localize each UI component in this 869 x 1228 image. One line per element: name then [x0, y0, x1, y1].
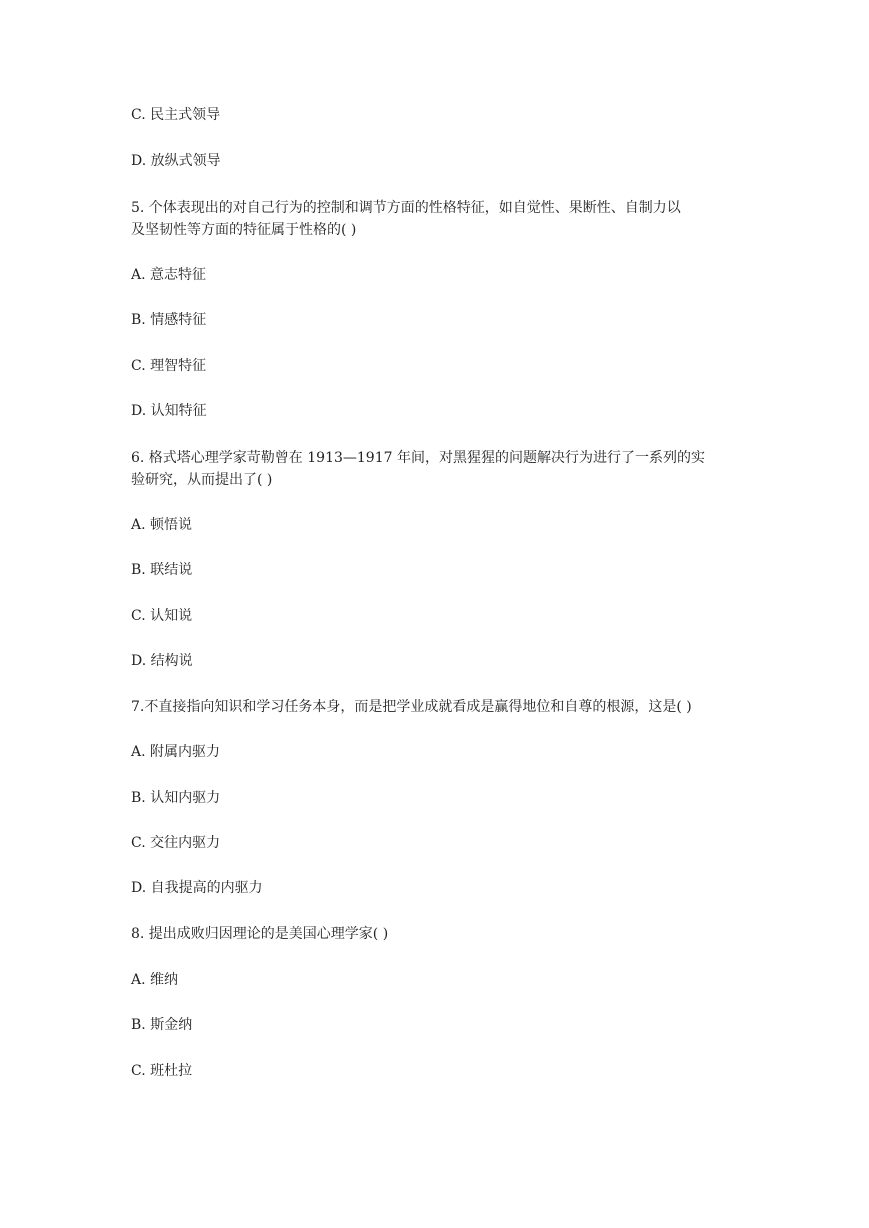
q5-option-d: D. 认知特征: [131, 403, 207, 419]
q5-option-b: B. 情感特征: [131, 312, 207, 328]
q8-stem: 8. 提出成败归因理论的是美国心理学家( ): [131, 926, 389, 942]
q7-stem: 7.不直接指向知识和学习任务本身，而是把学业成就看成是赢得地位和自尊的根源，这是( ): [131, 699, 692, 715]
q6-stem-line2: 验研究，从而提出了( ): [131, 472, 273, 488]
q7-option-a: A. 附属内驱力: [131, 744, 221, 760]
q5-option-c: C. 理智特征: [131, 358, 207, 374]
q8-option-c: C. 班杜拉: [131, 1063, 193, 1079]
q5-stem-line1: 5. 个体表现出的对自己行为的控制和调节方面的性格特征，如自觉性、果断性、自制力以: [131, 200, 681, 216]
q8-option-b: B. 斯金纳: [131, 1017, 193, 1033]
q5-stem-line2: 及坚韧性等方面的特征属于性格的( ): [131, 222, 357, 238]
q6-option-a: A. 顿悟说: [131, 517, 193, 533]
q7-option-c: C. 交往内驱力: [131, 835, 221, 851]
q4-option-d: D. 放纵式领导: [131, 153, 221, 169]
q8-option-a: A. 维纳: [131, 972, 179, 988]
q6-stem-line1: 6. 格式塔心理学家苛勒曾在 1913—1917 年间，对黑猩猩的问题解决行为进行了一系列的实: [131, 450, 705, 466]
q7-option-d: D. 自我提高的内驱力: [131, 880, 263, 896]
q6-option-b: B. 联结说: [131, 562, 193, 578]
q6-option-c: C. 认知说: [131, 608, 193, 624]
q7-option-b: B. 认知内驱力: [131, 790, 221, 806]
q4-option-c: C. 民主式领导: [131, 107, 221, 123]
q6-option-d: D. 结构说: [131, 653, 193, 669]
q5-option-a: A. 意志特征: [131, 267, 207, 283]
